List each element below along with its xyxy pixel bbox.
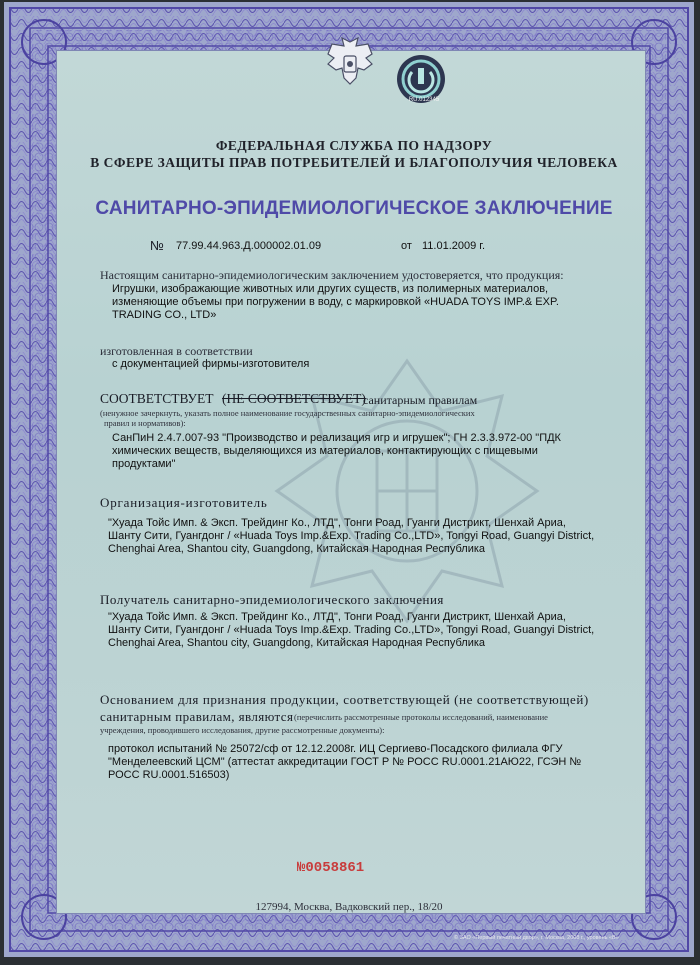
number-label: № (150, 238, 164, 253)
recipient-line1: "Хуада Тойс Имп. & Эксп. Трейдинг Ко., ЛТД", Тонги Роад, Гуанги Дистрикт, Шенхай Ариа, (108, 611, 566, 623)
document-body (56, 50, 646, 914)
sanitary-rules-label: санитарным правилам (363, 393, 478, 407)
recipient-label: Получатель санитарно-эпидемиологического заключения (100, 592, 444, 607)
conforms-text: СООТВЕТСТВУЕТ (100, 391, 214, 406)
product-line1: Игрушки, изображающие животных или других существ, из полимерных материалов, (112, 283, 549, 295)
basis-line1: Основанием для признания продукции, соответствующей (не соответствующей) (100, 692, 589, 707)
manufacturer-line2: Шанту Сити, Гуангдонг / «Huada Toys Imp.&Exp. Trading Co.,LTD», Tongyi Road, Guangyi District, (108, 530, 595, 542)
certificate-date: 11.01.2009 г. (422, 240, 486, 252)
certificate-number: 77.99.44.963.Д.000002.01.09 (176, 240, 322, 252)
agency-name-line1: ФЕДЕРАЛЬНАЯ СЛУЖБА ПО НАДЗОРУ (215, 138, 493, 153)
product-intro: Настоящим санитарно-эпидемиологическим заключением удостоверяется, что продукция: (100, 268, 564, 282)
conformity-hint1: (ненужное зачеркнуть, указать полное наименование государственных санитарно-эпидемиологических (100, 408, 475, 418)
rules-line3: продуктами" (112, 458, 176, 470)
basis-value3: РОСС RU.0001.516503) (108, 769, 230, 781)
recipient-line3: Chenghai Area, Shantou city, Guangdong, Китайская Народная Республика (108, 637, 486, 649)
manufacturer-line1: "Хуада Тойс Имп. & Эксп. Трейдинг Ко., ЛТД", Тонги Роад, Гуанги Дистрикт, Шенхай Ариа, (108, 517, 566, 529)
agency-name-line2: В СФЕРЕ ЗАЩИТЫ ПРАВ ПОТРЕБИТЕЛЕЙ И БЛАГОПОЛУЧИЯ ЧЕЛОВЕКА (90, 155, 618, 170)
printer-imprint: © ЗАО «Первый печатный двор», г. Москва, 2008 г., уровень «В» (454, 935, 619, 941)
manufactured-label: изготовленная в соответствии (100, 344, 253, 358)
document-title: САНИТАРНО-ЭПИДЕМИОЛОГИЧЕСКОЕ ЗАКЛЮЧЕНИЕ (95, 198, 613, 219)
manufactured-value: с документацией фирмы-изготовителя (112, 358, 310, 370)
rules-line1: СанПиН 2.4.7.007-93 "Производство и реализация игр и игрушек"; ГН 2.3.3.972-00 "ПДК (112, 432, 561, 444)
manufacturer-line3: Chenghai Area, Shantou city, Guangdong, Китайская Народная Республика (108, 543, 486, 555)
basis-hint2: учреждения, проводившего исследования, другие рассмотренные документы): (100, 725, 385, 735)
manufacturer-label: Организация-изготовитель (100, 495, 268, 510)
coat-of-arms-icon (322, 34, 378, 94)
recipient-line2: Шанту Сити, Гуангдонг / «Huada Toys Imp.&Exp. Trading Co.,LTD», Tongyi Road, Guangyi District, (108, 624, 595, 636)
product-line2: изменяющие объемы при погружении в воду, с маркировкой «HUADA TOYS IMP.& EXP. (112, 296, 559, 308)
basis-value2: "Менделеевский ЦСМ" (аттестат аккредитации ГОСТ Р № РОСС RU.0001.21АЮ22, ГСЭН № (108, 756, 582, 768)
hologram-code: RU.012345 (408, 97, 440, 103)
serial-number: №0058861 (297, 860, 365, 876)
basis-line2: санитарным правилам, являются (100, 709, 294, 724)
issuer-address: 127994, Москва, Вадковский пер., 18/20 (255, 901, 443, 913)
conformity-hint2: правил и нормативов): (104, 418, 186, 428)
certificate-sheet (4, 2, 694, 957)
product-line3: TRADING CO., LTD» (112, 309, 217, 321)
rules-line2: химических веществ, выделяющихся из материалов, контактирующих с пищевыми (112, 445, 538, 457)
basis-hint1: (перечислить рассмотренные протоколы исследований, наименование (294, 712, 548, 722)
not-conforms-struck: (НЕ СООТВЕТСТВУЕТ) (222, 391, 366, 406)
basis-value1: протокол испытаний № 25072/сф от 12.12.2008г. ИЦ Сергиево-Посадского филиала ФГУ (108, 743, 563, 755)
date-label: от (401, 240, 412, 252)
